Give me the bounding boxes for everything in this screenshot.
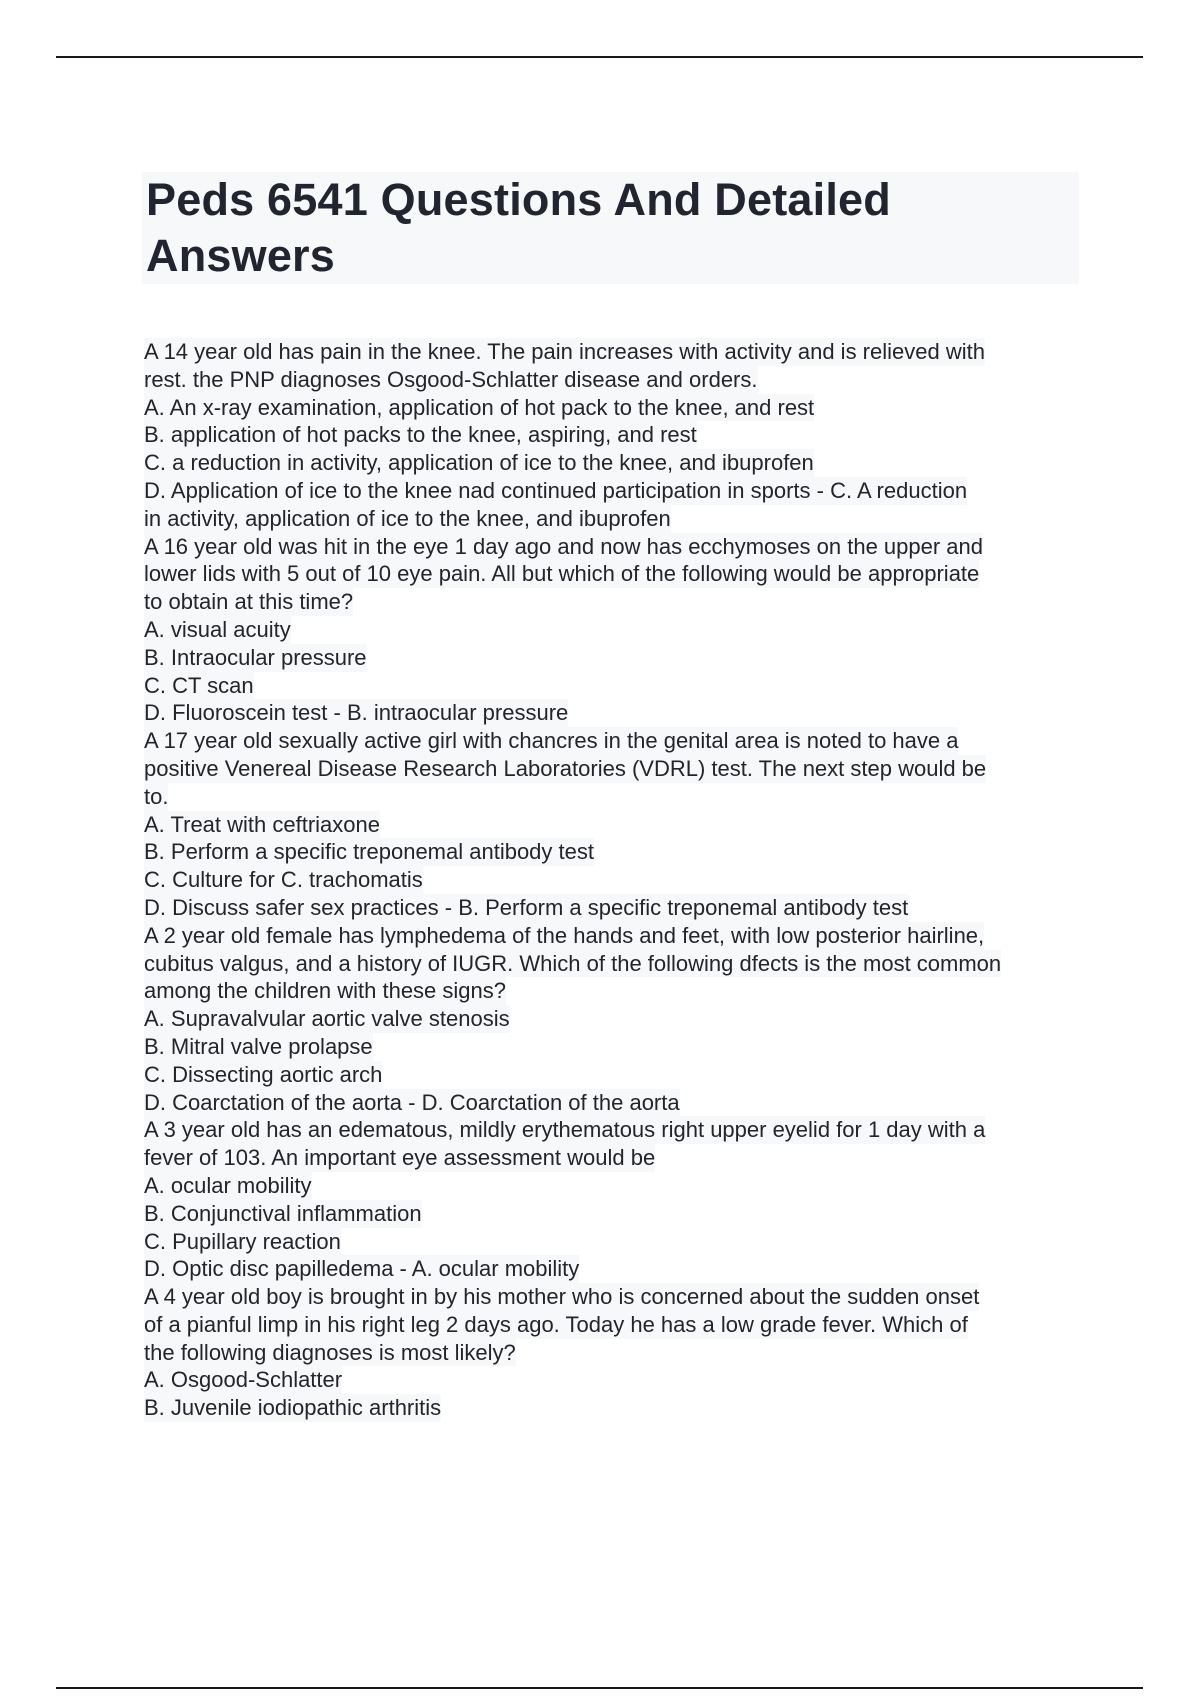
text-line: A 16 year old was hit in the eye 1 day ago and now has ecchymoses on the upper and (144, 533, 983, 559)
page-title: Peds 6541 Questions And Detailed Answers (146, 174, 891, 281)
document-body (144, 338, 1084, 1422)
text-line: to obtain at this time? (144, 589, 354, 615)
text-line: C. CT scan (144, 672, 254, 698)
text-line: A 2 year old female has lymphedema of the hands and feet, with low posterior hairline, (144, 922, 985, 948)
title-block (142, 172, 1079, 284)
text-line: D. Fluoroscein test - B. intraocular pressure (144, 700, 569, 726)
text-line: D. Discuss safer sex practices - B. Perform a specific treponemal antibody test (144, 894, 909, 920)
text-line: fever of 103. An important eye assessment would be (144, 1145, 656, 1171)
text-line: B. Juvenile iodiopathic arthritis (144, 1395, 442, 1421)
text-line: D. Optic disc papilledema - A. ocular mobility (144, 1256, 580, 1282)
text-line: C. a reduction in activity, application of ice to the knee, and ibuprofen (144, 450, 814, 476)
text-line: A. Osgood-Schlatter (144, 1367, 343, 1393)
text-line: B. Conjunctival inflammation (144, 1200, 422, 1226)
text-line: A. Supravalvular aortic valve stenosis (144, 1006, 510, 1032)
text-line: of a pianful limp in his right leg 2 days ago. Today he has a low grade fever. Which of (144, 1311, 968, 1337)
top-rule (56, 56, 1143, 58)
text-line: positive Venereal Disease Research Laboratories (VDRL) test. The next step would be (144, 755, 987, 781)
text-line: B. Mitral valve prolapse (144, 1033, 373, 1059)
text-line: A 14 year old has pain in the knee. The pain increases with activity and is relieved with (144, 339, 985, 364)
text-line: among the children with these signs? (144, 978, 506, 1004)
text-line: to. (144, 783, 169, 809)
text-line: cubitus valgus, and a history of IUGR. Which of the following dfects is the most common (144, 950, 1002, 976)
text-line: A 3 year old has an edematous, mildly erythematous right upper eyelid for 1 day with a (144, 1117, 986, 1143)
text-line: A 17 year old sexually active girl with chancres in the genital area is noted to have a (144, 728, 959, 754)
text-line: D. Coarctation of the aorta - D. Coarctation of the aorta (144, 1089, 680, 1115)
text-line: B. Perform a specific treponemal antibody test (144, 839, 594, 865)
bottom-rule (56, 1687, 1143, 1689)
text-line: C. Culture for C. trachomatis (144, 867, 423, 893)
text-line: B. Intraocular pressure (144, 644, 367, 670)
text-line: A 4 year old boy is brought in by his mother who is concerned about the sudden onset (144, 1284, 980, 1310)
text-line: B. application of hot packs to the knee, aspiring, and rest (144, 422, 697, 448)
text-line: in activity, application of ice to the knee, and ibuprofen (144, 505, 671, 531)
text-line: A. visual acuity (144, 616, 291, 642)
text-line: A. An x-ray examination, application of hot pack to the knee, and rest (144, 394, 815, 420)
text-line: lower lids with 5 out of 10 eye pain. All but which of the following would be appropriate (144, 561, 980, 587)
text-line: rest. the PNP diagnoses Osgood-Schlatter disease and orders. (144, 366, 758, 392)
text-line: C. Pupillary reaction (144, 1228, 341, 1254)
text-line: D. Application of ice to the knee nad continued participation in sports - C. A reduction (144, 477, 968, 503)
text-line: A. Treat with ceftriaxone (144, 811, 380, 837)
text-line: A. ocular mobility (144, 1172, 312, 1198)
text-line: C. Dissecting aortic arch (144, 1061, 383, 1087)
text-line: the following diagnoses is most likely? (144, 1339, 516, 1365)
